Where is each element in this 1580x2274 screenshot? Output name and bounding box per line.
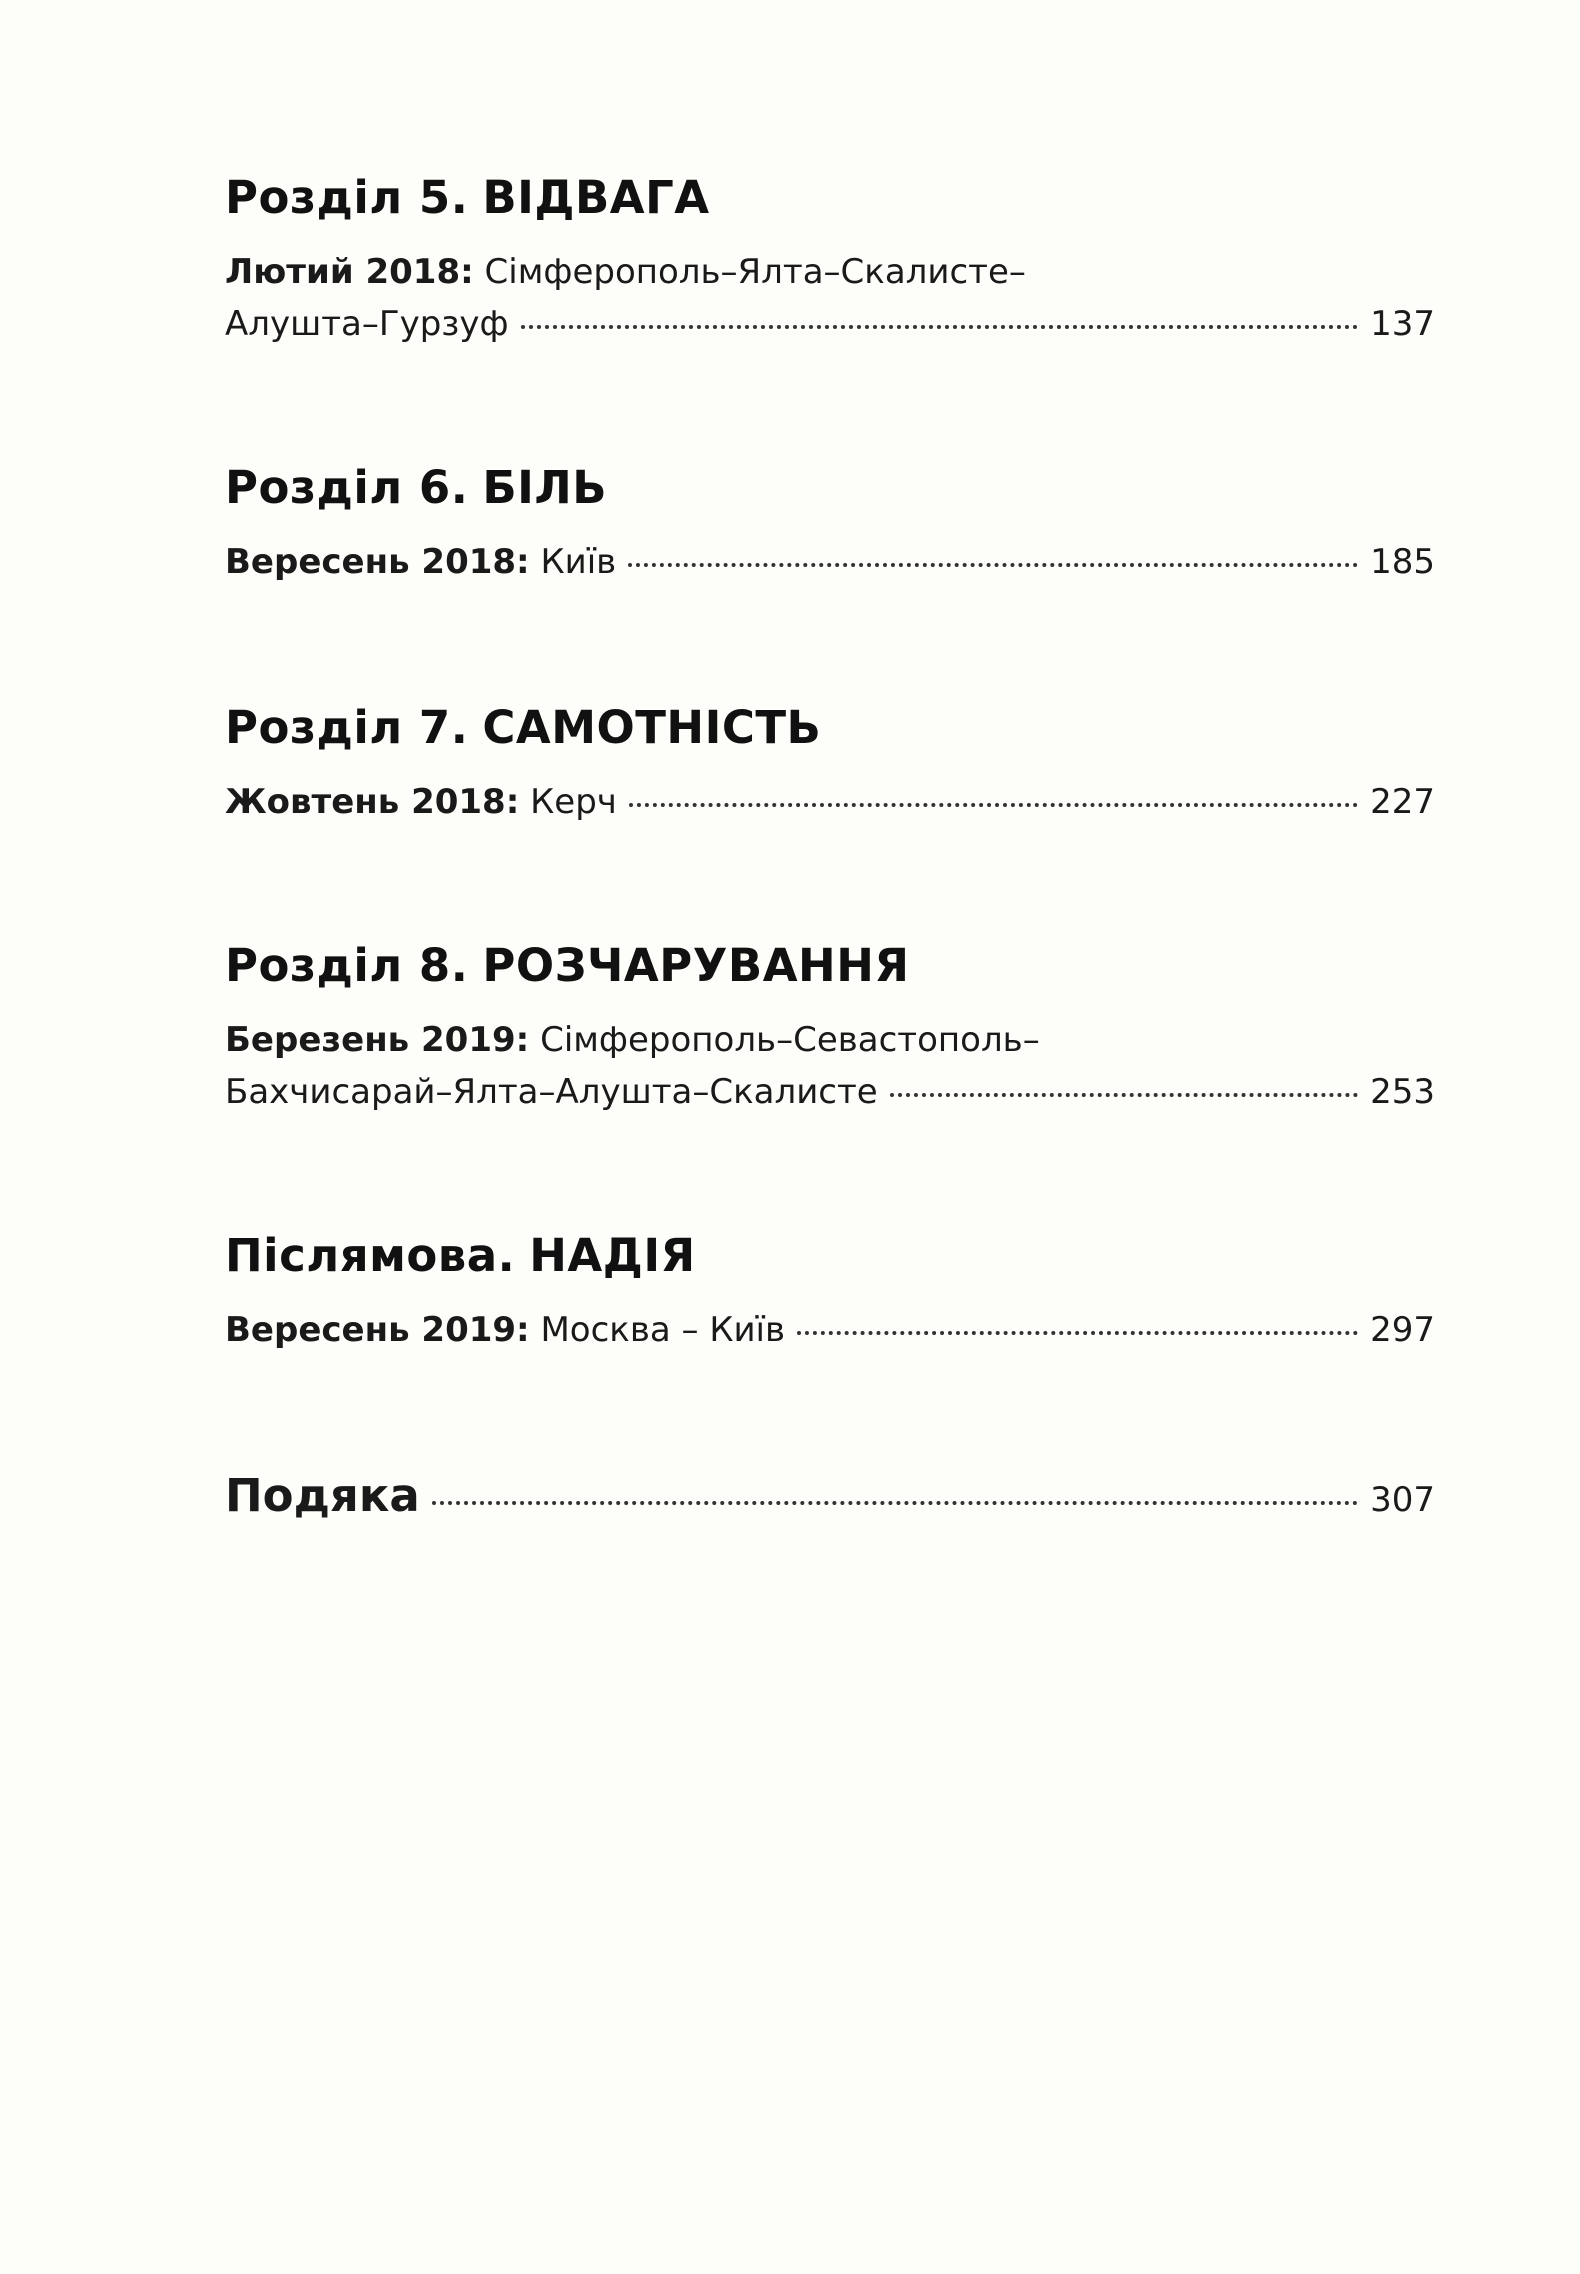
dot-leader	[628, 563, 1358, 567]
dot-leader	[432, 1501, 1358, 1505]
toc-line	[225, 776, 1435, 828]
toc-line-first	[225, 1014, 1435, 1066]
page-number: 185	[1370, 542, 1435, 582]
chapter-subtitle	[225, 1304, 785, 1356]
chapter-title: НАДІЯ	[529, 1229, 696, 1282]
toc-line-first	[225, 246, 1435, 298]
chapter-places-line2: Бахчисарай–Ялта–Алушта–Скалисте	[225, 1072, 878, 1112]
chapter-heading	[225, 170, 1435, 226]
chapter-date: Вересень 2019:	[225, 1310, 530, 1350]
chapter-label: Розділ 8.	[225, 939, 469, 992]
chapter-label: Післямова.	[225, 1229, 516, 1282]
dot-leader	[521, 325, 1359, 329]
chapter-places-line1: Сімферополь–Севастополь–	[540, 1020, 1040, 1060]
toc-entry-chapter-8	[225, 938, 1435, 1118]
chapter-label: Розділ 7.	[225, 701, 469, 754]
chapter-title: РОЗЧАРУВАННЯ	[482, 939, 910, 992]
chapter-heading	[225, 1228, 1435, 1284]
chapter-subtitle	[225, 536, 616, 588]
chapter-label: Розділ 5.	[225, 171, 469, 224]
page-number: 253	[1370, 1072, 1435, 1112]
acknowledgements-title: Подяка	[225, 1469, 420, 1522]
toc-entry-chapter-5	[225, 170, 1435, 350]
chapter-places-line1: Сімферополь–Ялта–Скалисте–	[484, 252, 1026, 292]
dot-leader	[629, 803, 1358, 807]
chapter-label: Розділ 6.	[225, 461, 469, 514]
page-number: 307	[1370, 1480, 1435, 1520]
toc-line	[225, 536, 1435, 588]
chapter-places: Керч	[530, 782, 617, 822]
chapter-date: Лютий 2018:	[225, 252, 474, 292]
chapter-subtitle	[225, 776, 617, 828]
toc-entry-chapter-6	[225, 460, 1435, 588]
toc-line	[225, 1066, 1435, 1118]
page-number: 227	[1370, 782, 1435, 822]
chapter-places: Київ	[540, 542, 617, 582]
chapter-title: БІЛЬ	[482, 461, 608, 514]
chapter-date: Вересень 2018:	[225, 542, 530, 582]
chapter-places: Москва – Київ	[540, 1310, 786, 1350]
toc-line	[225, 1304, 1435, 1356]
toc-line	[225, 298, 1435, 350]
chapter-date: Березень 2019:	[225, 1020, 530, 1060]
page-number: 297	[1370, 1310, 1435, 1350]
chapter-heading	[225, 460, 1435, 516]
page-number: 137	[1370, 304, 1435, 344]
toc-entry-afterword	[225, 1228, 1435, 1356]
chapter-heading	[225, 700, 1435, 756]
chapter-title: ВІДВАГА	[482, 171, 710, 224]
toc-entry-acknowledgements	[225, 1468, 1435, 1524]
dot-leader	[890, 1093, 1358, 1097]
dot-leader	[797, 1331, 1358, 1335]
toc-line	[225, 1468, 1435, 1524]
chapter-heading	[225, 938, 1435, 994]
chapter-places-line2: Алушта–Гурзуф	[225, 304, 509, 344]
chapter-title: САМОТНІСТЬ	[482, 701, 822, 754]
chapter-date: Жовтень 2018:	[225, 782, 520, 822]
toc-entry-chapter-7	[225, 700, 1435, 828]
